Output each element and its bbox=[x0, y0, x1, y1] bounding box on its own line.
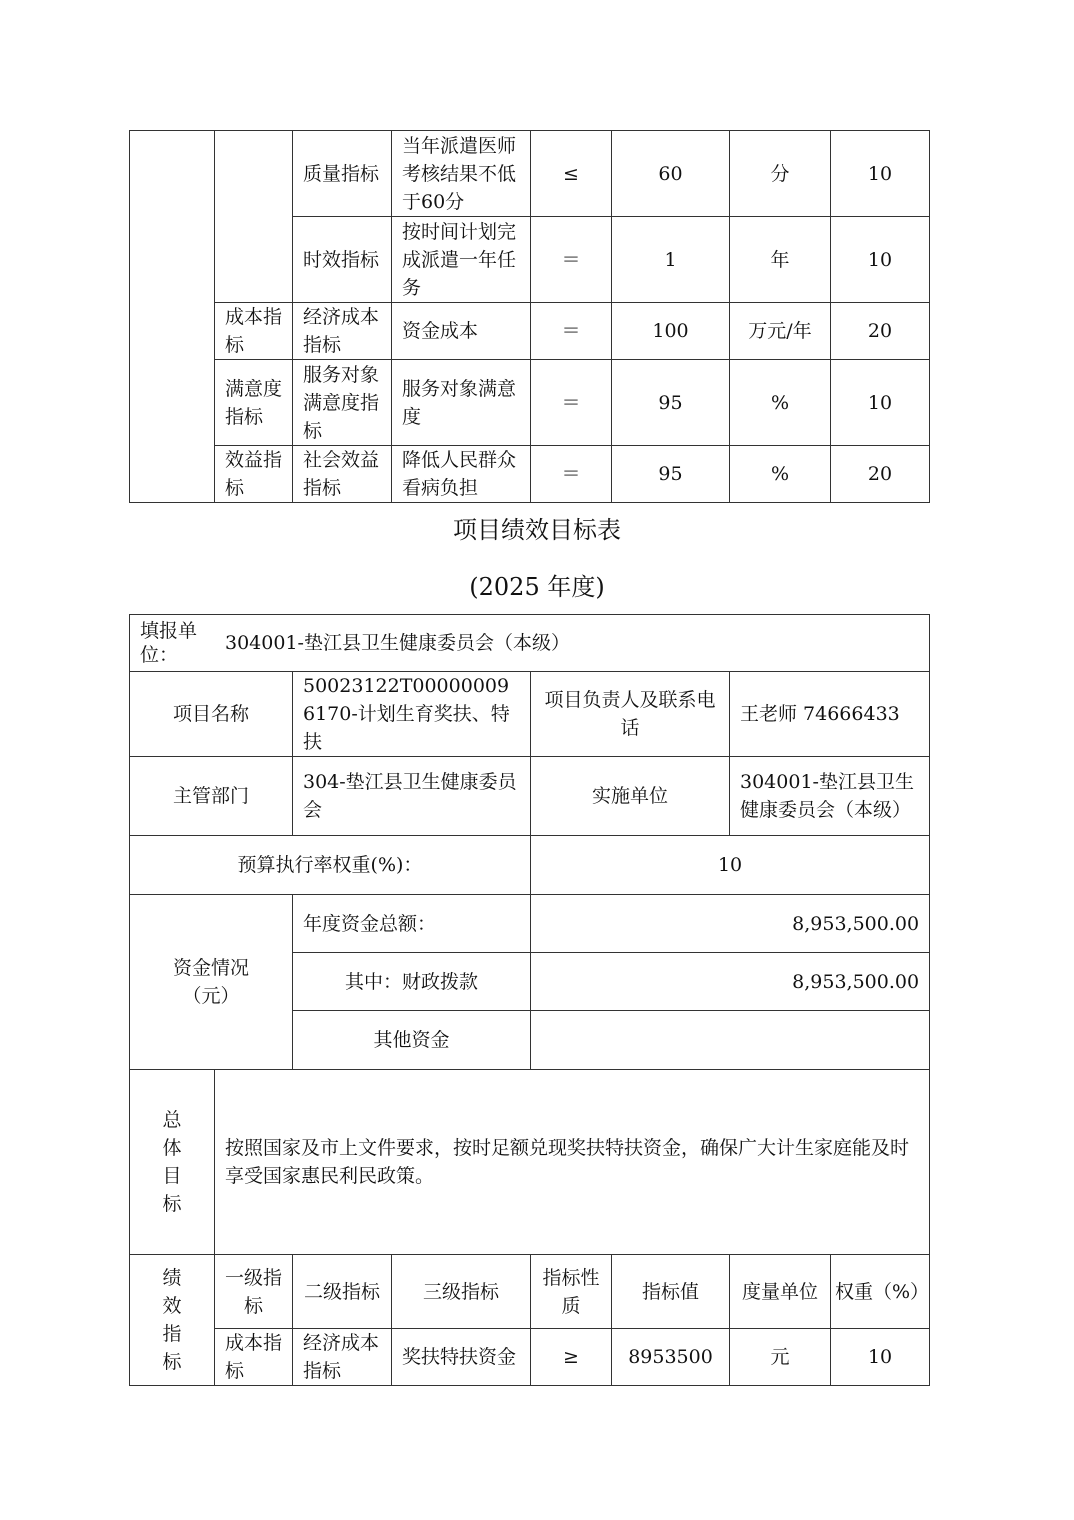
level2-cell: 经济成本指标 bbox=[293, 1329, 392, 1386]
unit-cell: 万元/年 bbox=[730, 303, 831, 360]
blank-cell bbox=[130, 131, 215, 503]
blank-cell bbox=[215, 131, 293, 303]
value-cell: 100 bbox=[612, 303, 730, 360]
annual-total-label: 年度资金总额： bbox=[293, 895, 531, 953]
table-row bbox=[130, 131, 930, 217]
level3-cell: 资金成本 bbox=[392, 303, 531, 360]
operator-cell: ≥ bbox=[531, 1329, 612, 1386]
budget-rate-value: 10 bbox=[531, 836, 930, 895]
table-row bbox=[130, 672, 930, 757]
perf-indicator-label: 绩效指标 bbox=[130, 1255, 215, 1386]
continued-indicator-table bbox=[129, 130, 930, 503]
operator-cell: ≤ bbox=[531, 131, 612, 217]
table-row bbox=[130, 615, 930, 672]
weight-cell: 10 bbox=[831, 131, 930, 217]
level3-cell: 按时间计划完成派遣一年任务 bbox=[392, 217, 531, 303]
operator-cell: ＝ bbox=[531, 360, 612, 446]
project-name-value: 50023122T000000096170-计划生育奖扶、特扶 bbox=[293, 672, 531, 757]
overall-goal-label: 总体目标 bbox=[130, 1070, 215, 1255]
level1-cell: 效益指标 bbox=[215, 446, 293, 503]
fiscal-value: 8,953,500.00 bbox=[531, 953, 930, 1011]
operator-cell: ＝ bbox=[531, 303, 612, 360]
table-row bbox=[130, 446, 930, 503]
table-row bbox=[130, 836, 930, 895]
table-row bbox=[130, 1070, 930, 1255]
table-row bbox=[130, 1329, 930, 1386]
unit-cell: 年 bbox=[730, 217, 831, 303]
header-level2: 二级指标 bbox=[293, 1255, 392, 1329]
operator-cell: ＝ bbox=[531, 217, 612, 303]
overall-goal-text: 按照国家及市上文件要求，按时足额兑现奖扶特扶资金，确保广大计生家庭能及时享受国家惠民利民政策。 bbox=[215, 1070, 930, 1255]
contact-label: 项目负责人及联系电话 bbox=[531, 672, 730, 757]
header-unit: 度量单位 bbox=[730, 1255, 831, 1329]
level2-cell: 时效指标 bbox=[293, 217, 392, 303]
project-name-label: 项目名称 bbox=[130, 672, 293, 757]
level1-cell: 成本指标 bbox=[215, 1329, 293, 1386]
page-title: 项目绩效目标表 bbox=[453, 516, 621, 544]
value-cell: 1 bbox=[612, 217, 730, 303]
level2-cell: 经济成本指标 bbox=[293, 303, 392, 360]
dept-label: 主管部门 bbox=[130, 757, 293, 836]
level1-cell: 成本指标 bbox=[215, 303, 293, 360]
filing-unit-value: 304001-垫江县卫生健康委员会（本级） bbox=[225, 632, 570, 654]
fiscal-label: 其中：财政拨款 bbox=[293, 953, 531, 1011]
funds-label: 资金情况（元） bbox=[130, 895, 293, 1070]
performance-target-table bbox=[129, 614, 930, 1386]
table-row bbox=[130, 895, 930, 953]
level3-cell: 服务对象满意度 bbox=[392, 360, 531, 446]
level2-cell: 质量指标 bbox=[293, 131, 392, 217]
level2-cell: 服务对象满意度指标 bbox=[293, 360, 392, 446]
unit-cell: % bbox=[730, 360, 831, 446]
table-row bbox=[130, 1255, 930, 1329]
value-cell: 60 bbox=[612, 131, 730, 217]
weight-cell: 10 bbox=[831, 217, 930, 303]
annual-total-value: 8,953,500.00 bbox=[531, 895, 930, 953]
weight-cell: 10 bbox=[831, 360, 930, 446]
weight-cell: 10 bbox=[831, 1329, 930, 1386]
unit-cell: % bbox=[730, 446, 831, 503]
level1-cell: 满意度指标 bbox=[215, 360, 293, 446]
filing-unit-label: 填报单位： bbox=[140, 620, 198, 666]
value-cell: 95 bbox=[612, 446, 730, 503]
page-subtitle-year: (2025 年度) bbox=[469, 573, 605, 601]
impl-value: 304001-垫江县卫生健康委员会（本级） bbox=[730, 757, 930, 836]
table-row bbox=[130, 303, 930, 360]
level2-cell: 社会效益指标 bbox=[293, 446, 392, 503]
header-nature: 指标性质 bbox=[531, 1255, 612, 1329]
other-funds-value bbox=[531, 1011, 930, 1070]
value-cell: 8953500 bbox=[612, 1329, 730, 1386]
weight-cell: 20 bbox=[831, 446, 930, 503]
weight-cell: 20 bbox=[831, 303, 930, 360]
header-level1: 一级指标 bbox=[215, 1255, 293, 1329]
unit-cell: 元 bbox=[730, 1329, 831, 1386]
unit-cell: 分 bbox=[730, 131, 831, 217]
header-weight: 权重（%） bbox=[831, 1255, 930, 1329]
header-level3: 三级指标 bbox=[392, 1255, 531, 1329]
level3-cell: 降低人民群众看病负担 bbox=[392, 446, 531, 503]
dept-value: 304-垫江县卫生健康委员会 bbox=[293, 757, 531, 836]
budget-rate-label: 预算执行率权重(%)： bbox=[130, 836, 531, 895]
filing-unit-row bbox=[130, 615, 930, 672]
value-cell: 95 bbox=[612, 360, 730, 446]
operator-cell: ＝ bbox=[531, 446, 612, 503]
level3-cell: 奖扶特扶资金 bbox=[392, 1329, 531, 1386]
table-row bbox=[130, 757, 930, 836]
level3-cell: 当年派遣医师考核结果不低于60分 bbox=[392, 131, 531, 217]
table-row bbox=[130, 360, 930, 446]
header-value: 指标值 bbox=[612, 1255, 730, 1329]
other-funds-label: 其他资金 bbox=[293, 1011, 531, 1070]
impl-label: 实施单位 bbox=[531, 757, 730, 836]
contact-value: 王老师 74666433 bbox=[730, 672, 930, 757]
